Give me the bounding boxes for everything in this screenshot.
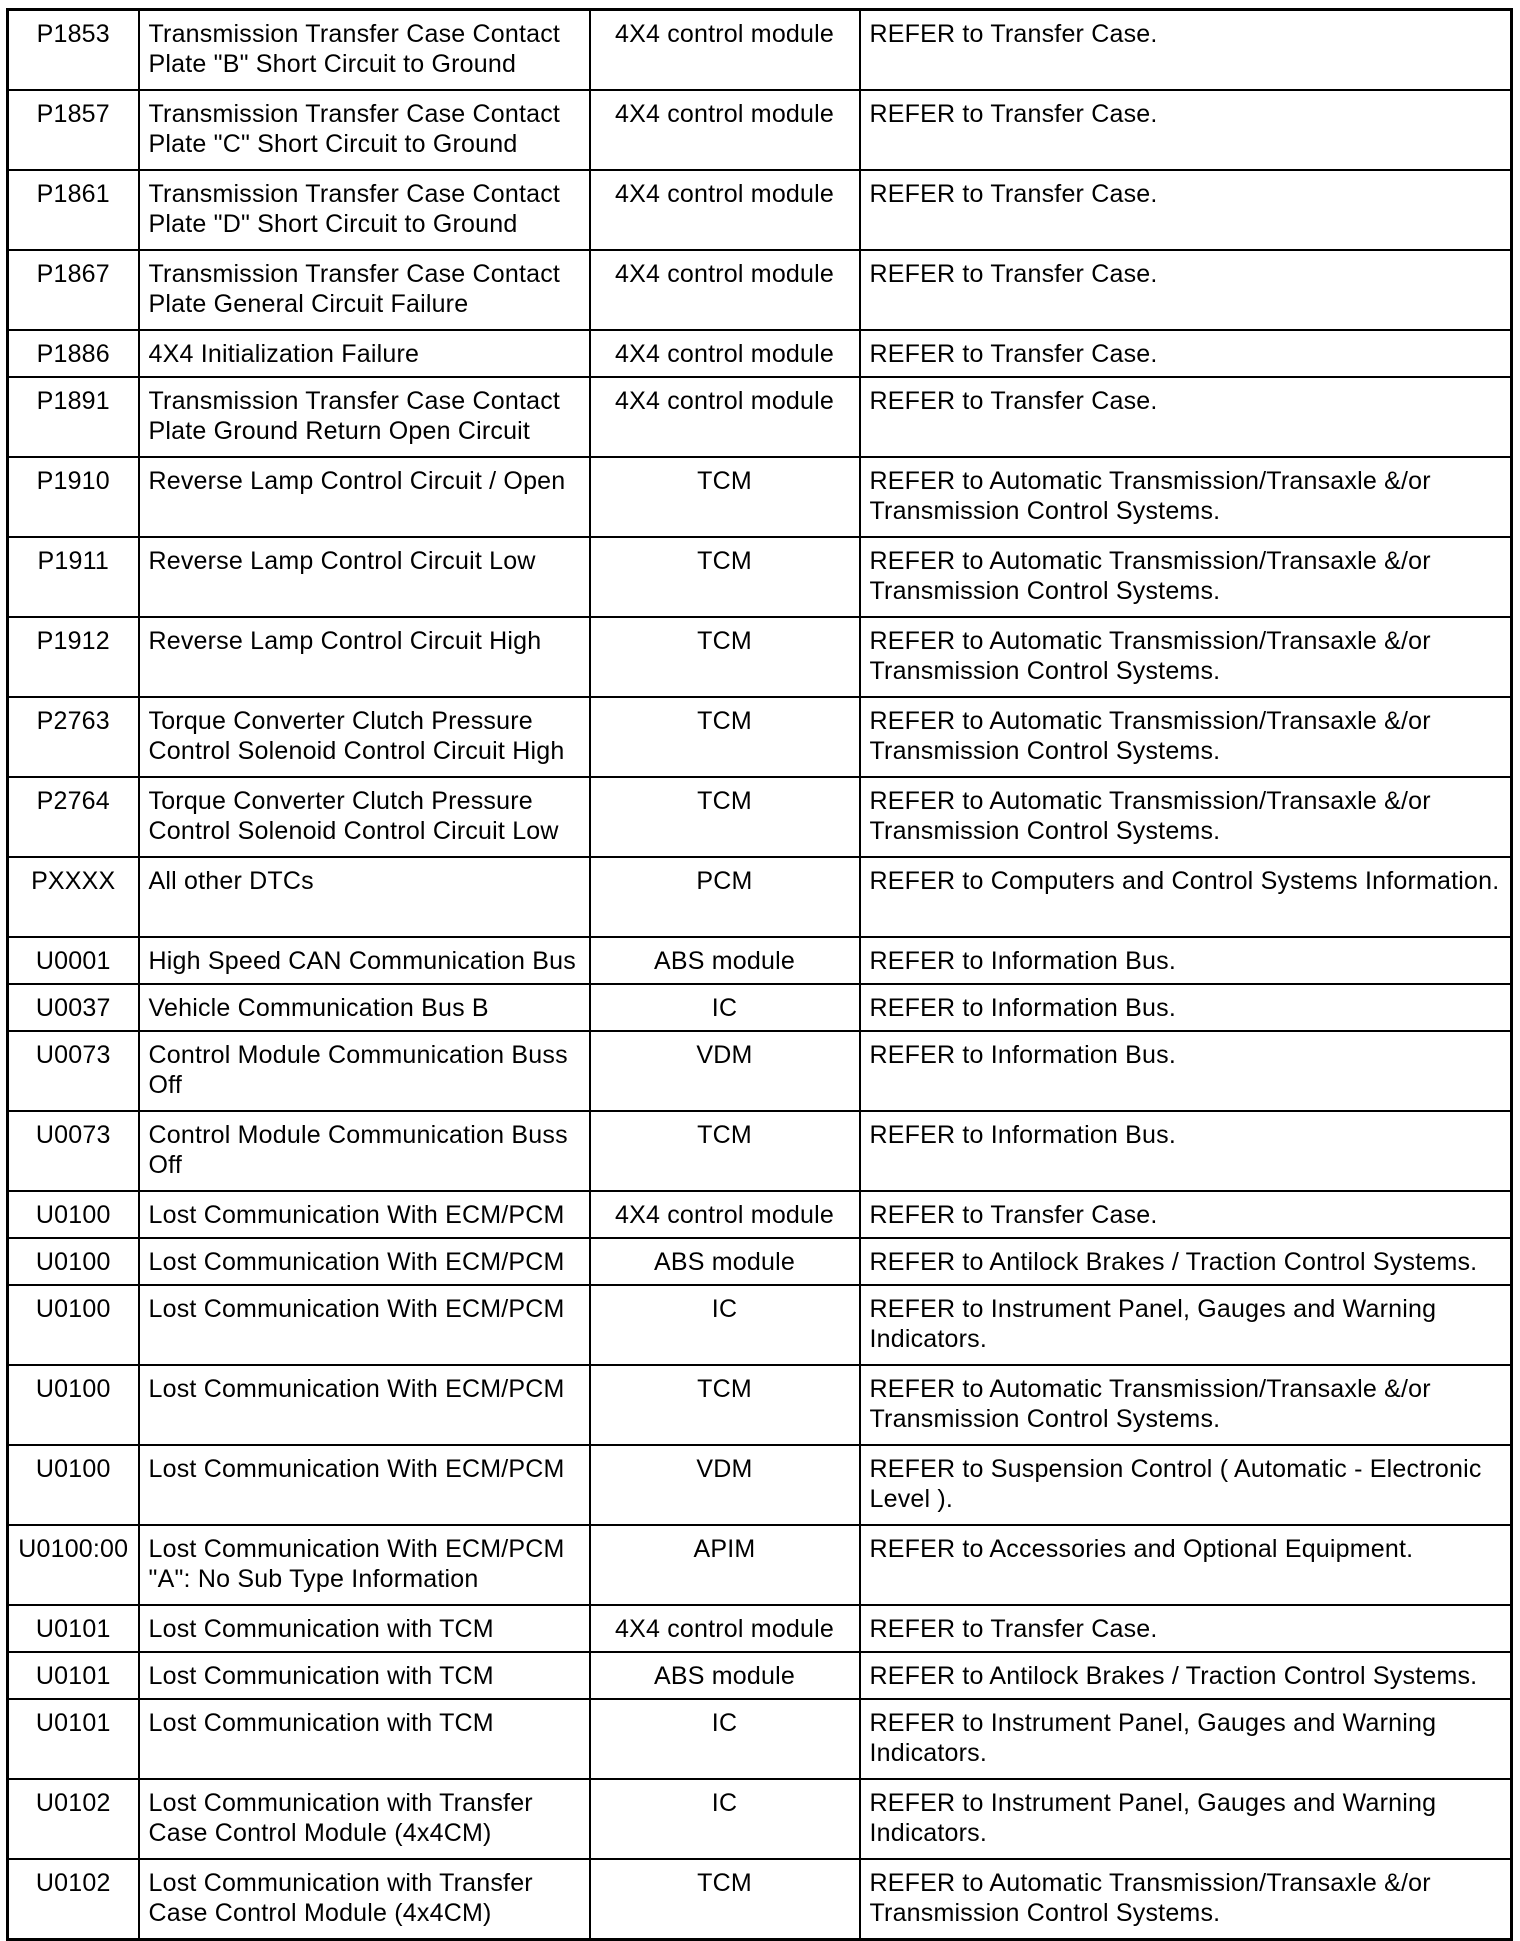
table-row <box>8 250 1512 330</box>
table-row <box>8 1191 1512 1238</box>
module-cell: 4X4 control module <box>590 1605 860 1652</box>
action-cell: REFER to Transfer Case. <box>860 1605 1512 1652</box>
module-cell: APIM <box>590 1525 860 1605</box>
action-cell: REFER to Transfer Case. <box>860 250 1512 330</box>
dtc-code-cell: PXXXX <box>8 857 139 937</box>
dtc-description-cell: Transmission Transfer Case Contact Plate "B" Short Circuit to Ground <box>139 10 590 91</box>
dtc-description-cell: Transmission Transfer Case Contact Plate General Circuit Failure <box>139 250 590 330</box>
dtc-description-cell: Vehicle Communication Bus B <box>139 984 590 1031</box>
table-row <box>8 457 1512 537</box>
dtc-description-cell: Lost Communication With ECM/PCM <box>139 1445 590 1525</box>
action-cell: REFER to Transfer Case. <box>860 377 1512 457</box>
dtc-description-cell: Control Module Communication Buss Off <box>139 1111 590 1191</box>
action-cell: REFER to Transfer Case. <box>860 90 1512 170</box>
dtc-code-cell: U0102 <box>8 1859 139 1940</box>
action-cell: REFER to Instrument Panel, Gauges and Warning Indicators. <box>860 1699 1512 1779</box>
dtc-code-cell: U0101 <box>8 1652 139 1699</box>
action-cell: REFER to Transfer Case. <box>860 10 1512 91</box>
table-row <box>8 984 1512 1031</box>
dtc-code-cell: P1857 <box>8 90 139 170</box>
module-cell: ABS module <box>590 1652 860 1699</box>
dtc-code-cell: U0073 <box>8 1031 139 1111</box>
table-row <box>8 1779 1512 1859</box>
table-row <box>8 537 1512 617</box>
dtc-description-cell: Lost Communication With ECM/PCM <box>139 1285 590 1365</box>
module-cell: 4X4 control module <box>590 10 860 91</box>
table-row <box>8 1031 1512 1111</box>
dtc-code-cell: P1910 <box>8 457 139 537</box>
dtc-code-cell: P1912 <box>8 617 139 697</box>
action-cell: REFER to Automatic Transmission/Transaxle &/or Transmission Control Systems. <box>860 537 1512 617</box>
dtc-code-cell: P1861 <box>8 170 139 250</box>
action-cell: REFER to Computers and Control Systems Information. <box>860 857 1512 937</box>
dtc-description-cell: Reverse Lamp Control Circuit / Open <box>139 457 590 537</box>
action-cell: REFER to Accessories and Optional Equipment. <box>860 1525 1512 1605</box>
dtc-code-cell: U0100 <box>8 1365 139 1445</box>
module-cell: IC <box>590 1285 860 1365</box>
dtc-code-cell: U0101 <box>8 1605 139 1652</box>
table-row <box>8 1111 1512 1191</box>
table-row <box>8 10 1512 91</box>
table-row <box>8 1285 1512 1365</box>
module-cell: TCM <box>590 697 860 777</box>
table-row <box>8 1605 1512 1652</box>
module-cell: TCM <box>590 1859 860 1940</box>
dtc-description-cell: Lost Communication With ECM/PCM <box>139 1238 590 1285</box>
dtc-code-cell: U0100 <box>8 1285 139 1365</box>
dtc-description-cell: Reverse Lamp Control Circuit Low <box>139 537 590 617</box>
dtc-description-cell: Lost Communication with Transfer Case Control Module (4x4CM) <box>139 1859 590 1940</box>
action-cell: REFER to Automatic Transmission/Transaxle &/or Transmission Control Systems. <box>860 1859 1512 1940</box>
action-cell: REFER to Instrument Panel, Gauges and Warning Indicators. <box>860 1285 1512 1365</box>
dtc-description-cell: 4X4 Initialization Failure <box>139 330 590 377</box>
dtc-code-cell: U0037 <box>8 984 139 1031</box>
action-cell: REFER to Automatic Transmission/Transaxle &/or Transmission Control Systems. <box>860 1365 1512 1445</box>
module-cell: 4X4 control module <box>590 1191 860 1238</box>
table-row <box>8 777 1512 857</box>
action-cell: REFER to Antilock Brakes / Traction Control Systems. <box>860 1238 1512 1285</box>
module-cell: 4X4 control module <box>590 330 860 377</box>
table-row <box>8 1365 1512 1445</box>
module-cell: 4X4 control module <box>590 170 860 250</box>
dtc-description-cell: Lost Communication with TCM <box>139 1699 590 1779</box>
dtc-table-body <box>8 10 1512 1940</box>
module-cell: VDM <box>590 1031 860 1111</box>
dtc-code-cell: P1891 <box>8 377 139 457</box>
table-row <box>8 857 1512 937</box>
dtc-description-cell: Transmission Transfer Case Contact Plate Ground Return Open Circuit <box>139 377 590 457</box>
dtc-code-cell: U0100:00 <box>8 1525 139 1605</box>
dtc-description-cell: All other DTCs <box>139 857 590 937</box>
dtc-description-cell: Reverse Lamp Control Circuit High <box>139 617 590 697</box>
module-cell: 4X4 control module <box>590 250 860 330</box>
table-row <box>8 90 1512 170</box>
dtc-description-cell: Lost Communication with TCM <box>139 1605 590 1652</box>
dtc-table <box>6 8 1513 1941</box>
dtc-description-cell: Lost Communication With ECM/PCM <box>139 1191 590 1238</box>
dtc-description-cell: Torque Converter Clutch Pressure Control Solenoid Control Circuit Low <box>139 777 590 857</box>
dtc-code-cell: U0102 <box>8 1779 139 1859</box>
action-cell: REFER to Information Bus. <box>860 984 1512 1031</box>
module-cell: TCM <box>590 1111 860 1191</box>
dtc-code-cell: P1886 <box>8 330 139 377</box>
table-row <box>8 1652 1512 1699</box>
table-row <box>8 697 1512 777</box>
dtc-code-cell: P1853 <box>8 10 139 91</box>
module-cell: ABS module <box>590 1238 860 1285</box>
dtc-description-cell: Lost Communication with Transfer Case Control Module (4x4CM) <box>139 1779 590 1859</box>
dtc-code-cell: U0100 <box>8 1191 139 1238</box>
module-cell: TCM <box>590 617 860 697</box>
action-cell: REFER to Automatic Transmission/Transaxle &/or Transmission Control Systems. <box>860 617 1512 697</box>
table-row <box>8 617 1512 697</box>
action-cell: REFER to Instrument Panel, Gauges and Warning Indicators. <box>860 1779 1512 1859</box>
table-row <box>8 937 1512 984</box>
action-cell: REFER to Antilock Brakes / Traction Control Systems. <box>860 1652 1512 1699</box>
module-cell: VDM <box>590 1445 860 1525</box>
table-row <box>8 1859 1512 1940</box>
dtc-code-cell: U0001 <box>8 937 139 984</box>
table-row <box>8 1445 1512 1525</box>
module-cell: TCM <box>590 457 860 537</box>
action-cell: REFER to Information Bus. <box>860 937 1512 984</box>
table-row <box>8 377 1512 457</box>
table-row <box>8 1525 1512 1605</box>
module-cell: TCM <box>590 537 860 617</box>
dtc-code-cell: U0100 <box>8 1238 139 1285</box>
module-cell: PCM <box>590 857 860 937</box>
table-row <box>8 170 1512 250</box>
module-cell: ABS module <box>590 937 860 984</box>
action-cell: REFER to Transfer Case. <box>860 1191 1512 1238</box>
dtc-code-cell: P1867 <box>8 250 139 330</box>
dtc-code-cell: U0073 <box>8 1111 139 1191</box>
dtc-description-cell: Lost Communication with TCM <box>139 1652 590 1699</box>
action-cell: REFER to Transfer Case. <box>860 330 1512 377</box>
table-row <box>8 330 1512 377</box>
dtc-code-cell: P2763 <box>8 697 139 777</box>
dtc-description-cell: Control Module Communication Buss Off <box>139 1031 590 1111</box>
module-cell: TCM <box>590 777 860 857</box>
dtc-description-cell: High Speed CAN Communication Bus <box>139 937 590 984</box>
module-cell: IC <box>590 984 860 1031</box>
dtc-description-cell: Lost Communication With ECM/PCM "A": No Sub Type Information <box>139 1525 590 1605</box>
table-row <box>8 1699 1512 1779</box>
module-cell: IC <box>590 1779 860 1859</box>
action-cell: REFER to Information Bus. <box>860 1031 1512 1111</box>
action-cell: REFER to Automatic Transmission/Transaxle &/or Transmission Control Systems. <box>860 457 1512 537</box>
module-cell: 4X4 control module <box>590 377 860 457</box>
module-cell: 4X4 control module <box>590 90 860 170</box>
action-cell: REFER to Information Bus. <box>860 1111 1512 1191</box>
dtc-description-cell: Lost Communication With ECM/PCM <box>139 1365 590 1445</box>
module-cell: TCM <box>590 1365 860 1445</box>
action-cell: REFER to Automatic Transmission/Transaxle &/or Transmission Control Systems. <box>860 697 1512 777</box>
dtc-code-cell: U0101 <box>8 1699 139 1779</box>
module-cell: IC <box>590 1699 860 1779</box>
action-cell: REFER to Automatic Transmission/Transaxle &/or Transmission Control Systems. <box>860 777 1512 857</box>
dtc-code-cell: P1911 <box>8 537 139 617</box>
dtc-code-cell: P2764 <box>8 777 139 857</box>
dtc-code-cell: U0100 <box>8 1445 139 1525</box>
dtc-description-cell: Transmission Transfer Case Contact Plate "C" Short Circuit to Ground <box>139 90 590 170</box>
dtc-description-cell: Torque Converter Clutch Pressure Control Solenoid Control Circuit High <box>139 697 590 777</box>
table-row <box>8 1238 1512 1285</box>
action-cell: REFER to Transfer Case. <box>860 170 1512 250</box>
action-cell: REFER to Suspension Control ( Automatic - Electronic Level ). <box>860 1445 1512 1525</box>
dtc-description-cell: Transmission Transfer Case Contact Plate "D" Short Circuit to Ground <box>139 170 590 250</box>
